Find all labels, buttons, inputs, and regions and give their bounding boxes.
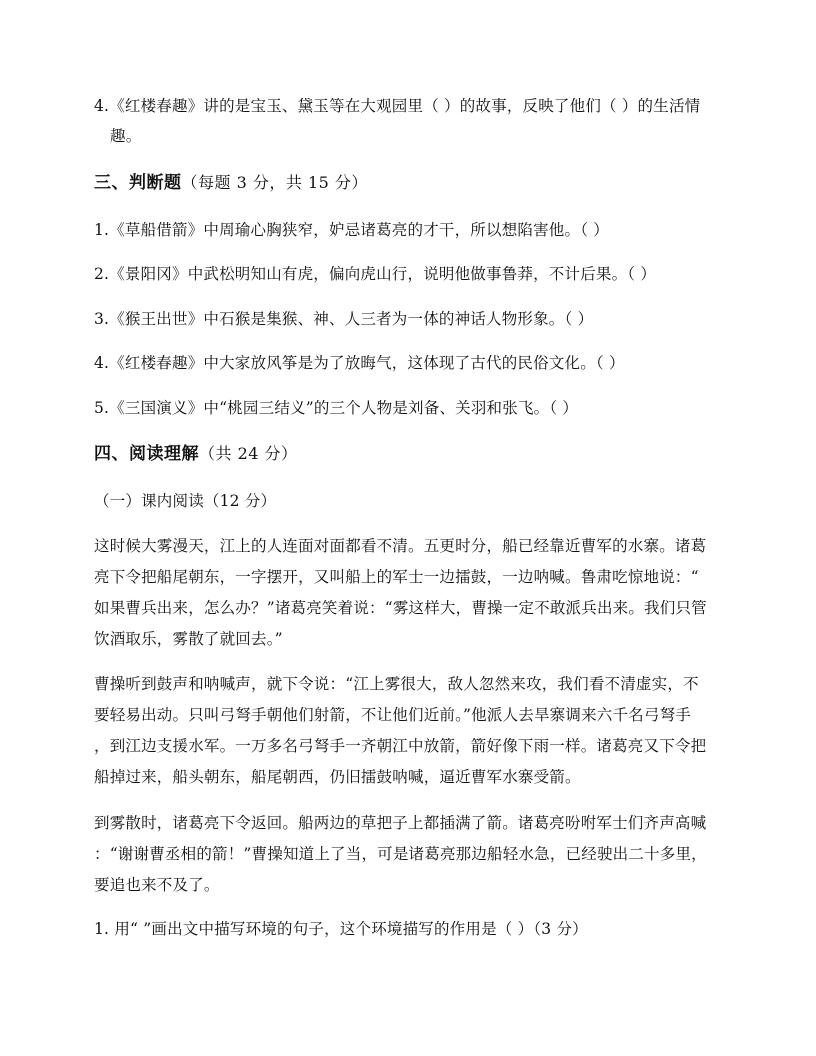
passage-p1-line3: 如果曹兵出来，怎么办？”诸葛亮笑着说：“雾这样大，曹操一定不敢派兵出来。我们只管 xyxy=(94,599,707,617)
section-4-note: （共 24 分） xyxy=(199,444,298,463)
passage-p1-line1: 这时候大雾漫天，江上的人连面对面都看不清。五更时分，船已经靠近曹军的水寨。诸葛 xyxy=(94,537,707,555)
passage-p3-line3: 要追也来不及了。 xyxy=(94,876,220,894)
passage-p1-line2: 亮下令把船尾朝东，一字摆开，又叫船上的军士一边擂鼓，一边呐喊。鲁肃吃惊地说：“ xyxy=(94,568,699,586)
reading-question-1: 1. 用“ ”画出文中描写环境的句子，这个环境描写的作用是（ ）（3 分） xyxy=(94,920,588,938)
section-3-note: （每题 3 分，共 15 分） xyxy=(181,173,368,192)
judge-question-2: 2.《景阳冈》中武松明知山有虎，偏向虎山行，说明他做事鲁莽，不计后果。（ ） xyxy=(94,265,657,283)
section-4-heading xyxy=(94,439,298,469)
passage-p2-line2: 要轻易出动。只叫弓弩手朝他们射箭，不让他们近前。”他派人去旱寨调来六千名弓弩手 xyxy=(94,706,691,724)
passage-p2-line4: 船掉过来，船头朝东，船尾朝西，仍旧擂鼓呐喊，逼近曹军水寨受箭。 xyxy=(94,768,581,786)
section-4-title: 四、阅读理解 xyxy=(94,444,199,464)
fill-question-4-line2: 趣。 xyxy=(110,127,142,145)
passage-p1-line4: 饮酒取乐，雾散了就回去。” xyxy=(94,630,283,648)
passage-p2-line1: 曹操听到鼓声和呐喊声，就下令说：“江上雾很大，敌人忽然来攻，我们看不清虚实，不 xyxy=(94,675,699,693)
judge-question-3: 3.《猴王出世》中石猴是集猴、神、人三者为一体的神话人物形象。（ ） xyxy=(94,310,594,328)
fill-question-4-line1: 4.《红楼春趣》讲的是宝玉、黛玉等在大观园里（ ）的故事，反映了他们（ ）的生活情 xyxy=(94,97,701,115)
passage-p3-line1: 到雾散时，诸葛亮下令返回。船两边的草把子上都插满了箭。诸葛亮吩咐军士们齐声高喊 xyxy=(94,814,707,832)
reading-subtitle: （一）课内阅读（12 分） xyxy=(94,492,277,510)
judge-question-1: 1.《草船借箭》中周瑜心胸狭窄，妒忌诸葛亮的才干，所以想陷害他。（ ） xyxy=(94,221,609,239)
passage-p2-line3: ，到江边支援水军。一万多名弓弩手一齐朝江中放箭，箭好像下雨一样。诸葛亮又下令把 xyxy=(94,737,707,755)
passage-p3-line2: ：“谢谢曹丞相的箭！”曹操知道上了当，可是诸葛亮那边船轻水急，已经驶出二十多里， xyxy=(94,845,707,863)
judge-question-4: 4.《红楼春趣》中大家放风筝是为了放晦气，这体现了古代的民俗文化。（ ） xyxy=(94,354,625,372)
section-3-heading xyxy=(94,168,368,198)
section-3-title: 三、判断题 xyxy=(94,173,182,193)
judge-question-5: 5.《三国演义》中“桃园三结义”的三个人物是刘备、关羽和张飞。（ ） xyxy=(94,399,579,417)
